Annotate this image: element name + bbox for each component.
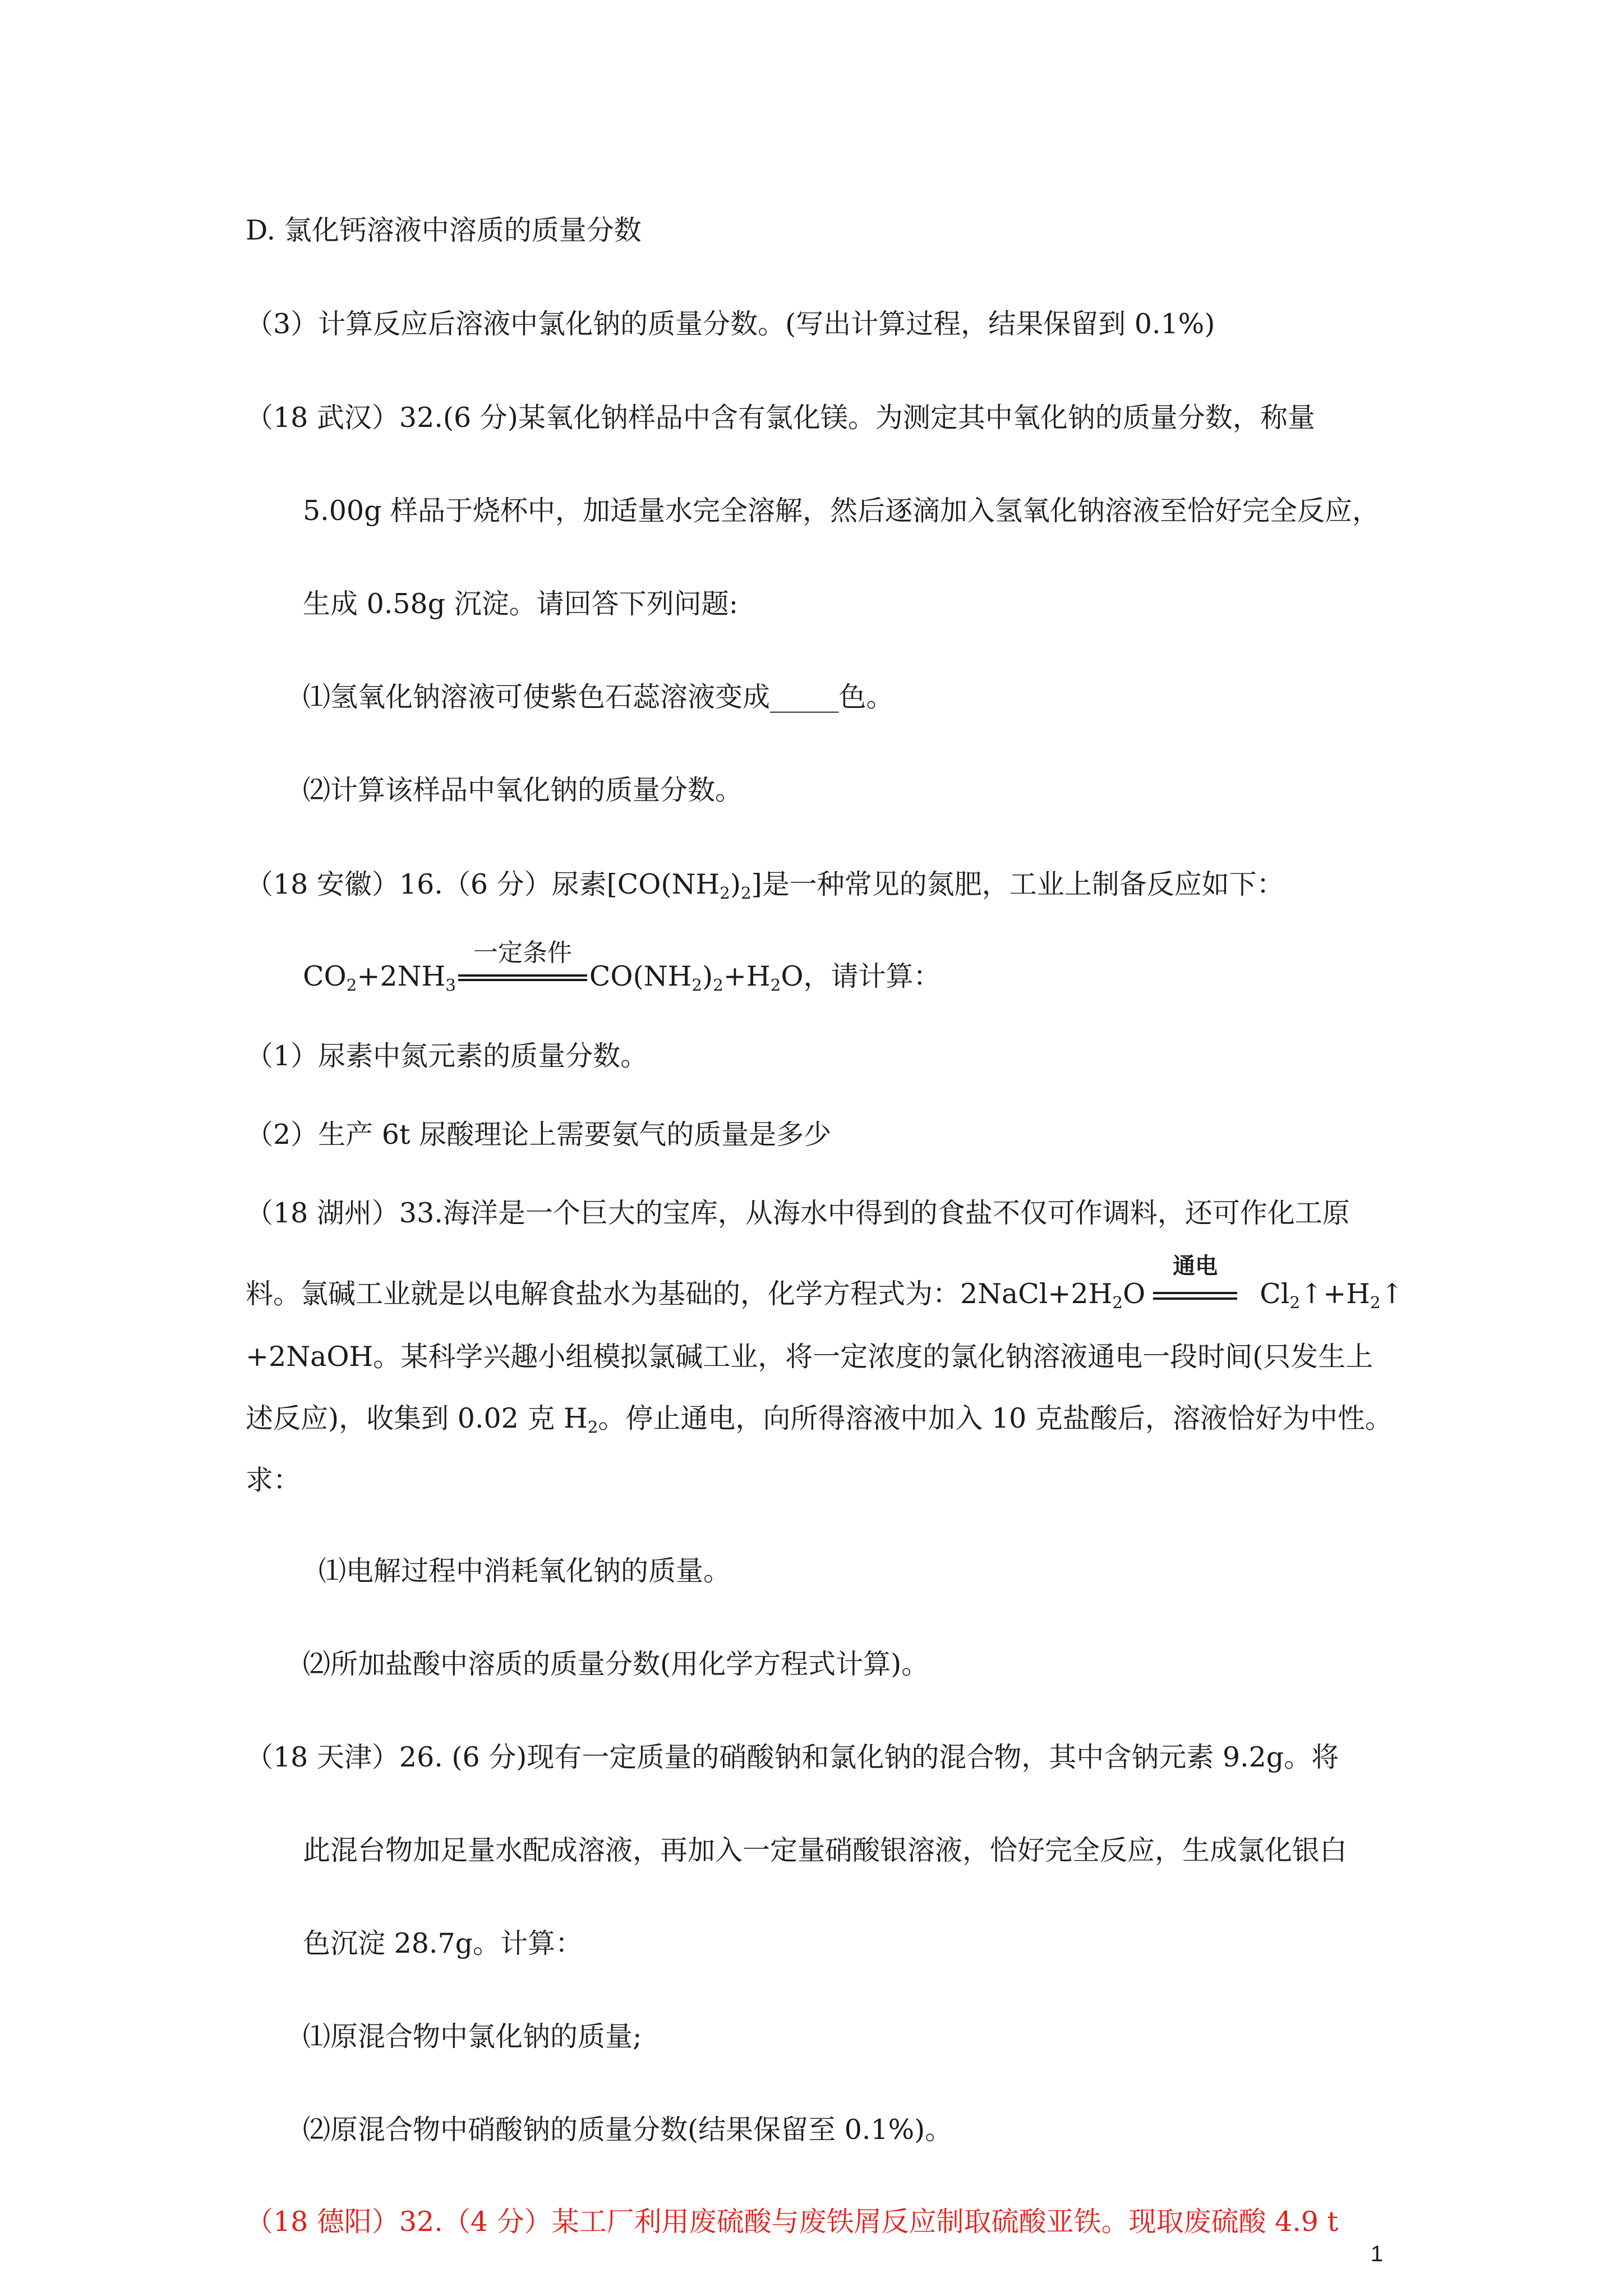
question-3-line: （3）计算反应后溶液中氯化钠的质量分数。(写出计算过程，结果保留到 0.1%)	[246, 308, 1215, 340]
urea-equation: $CO_2+2NH_3$ 一定条件 $CO(NH_2)_2+H_2O$，请计算：	[303, 938, 941, 995]
tianjin-question-line-3: 色沉淀 28.7g。计算：	[303, 1927, 583, 1959]
huzhou-question-line-2: 料。氯碱工业就是以电解食盐水为基础的，化学方程式为：$2NaCl+2H_2O$ 通电 $Cl_2↑+H_2↑$	[246, 1253, 1404, 1312]
deyang-question-line: （18 德阳）32.（4 分）某工厂利用废硫酸与废铁屑反应制取硫酸亚铁。现取废硫酸 4.9 t	[246, 2206, 1339, 2238]
wuhan-question-line-1: （18 武汉）32.(6 分)某氧化钠样品中含有氯化镁。为测定其中氧化钠的质量分数，称量	[246, 402, 1315, 434]
electrolysis-condition-arrow: 通电	[1153, 1285, 1237, 1308]
anhui-subquestion-2: （2）生产 6t 尿酸理论上需要氨气的质量是多少	[246, 1119, 832, 1151]
huzhou-question-line-1: （18 湖州）33.海洋是一个巨大的宝库，从海水中得到的食盐不仅可作调料，还可作化工原	[246, 1197, 1350, 1229]
wuhan-question-line-2: 5.00g 样品于烧杯中，加适量水完全溶解，然后逐滴加入氢氧化钠溶液至恰好完全反应，	[303, 495, 1380, 527]
page-number: 1	[1371, 2242, 1384, 2266]
tianjin-question-line-2: 此混台物加足量水配成溶液，再加入一定量硝酸银溶液，恰好完全反应，生成氯化银白	[303, 1834, 1348, 1866]
anhui-question-line: （18 安徽）16.（6 分）尿素$[CO(NH_2)_2]$是一种常见的氮肥，工业上制备反应如下：	[246, 868, 1284, 903]
option-d-line: D. 氯化钙溶液中溶质的质量分数	[246, 214, 642, 246]
anhui-subquestion-1: （1）尿素中氮元素的质量分数。	[246, 1040, 648, 1072]
tianjin-subquestion-1: ⑴原混合物中氯化钠的质量;	[303, 2021, 642, 2053]
huzhou-question-line-4: 述反应)，收集到 0.02 克 $H_2$。停止通电，向所得溶液中加入 10 克盐酸后，溶液恰好为中性。	[246, 1402, 1393, 1437]
wuhan-question-line-3: 生成 0.58g 沉淀。请回答下列问题:	[303, 588, 739, 620]
tianjin-question-line-1: （18 天津）26. (6 分)现有一定质量的硝酸钠和氯化钠的混合物，其中含钠元素 9.2g。将	[246, 1741, 1339, 1773]
huzhou-question-line-3: +2NaOH。某科学兴趣小组模拟氯碱工业，将一定浓度的氯化钠溶液通电一段时间(只发生上	[246, 1341, 1373, 1373]
huzhou-question-line-5: 求：	[246, 1464, 301, 1496]
huzhou-subquestion-2: ⑵所加盐酸中溶质的质量分数(用化学方程式计算)。	[303, 1648, 929, 1680]
tianjin-subquestion-2: ⑵原混合物中硝酸钠的质量分数(结果保留至 0.1%)。	[303, 2114, 953, 2146]
reaction-condition-arrow: 一定条件	[458, 968, 587, 990]
wuhan-subquestion-1: ⑴氢氧化钠溶液可使紫色石蕊溶液变成_____色。	[303, 681, 894, 713]
wuhan-subquestion-2: ⑵计算该样品中氧化钠的质量分数。	[303, 774, 743, 806]
huzhou-subquestion-1: ⑴电解过程中消耗氧化钠的质量。	[319, 1555, 731, 1587]
